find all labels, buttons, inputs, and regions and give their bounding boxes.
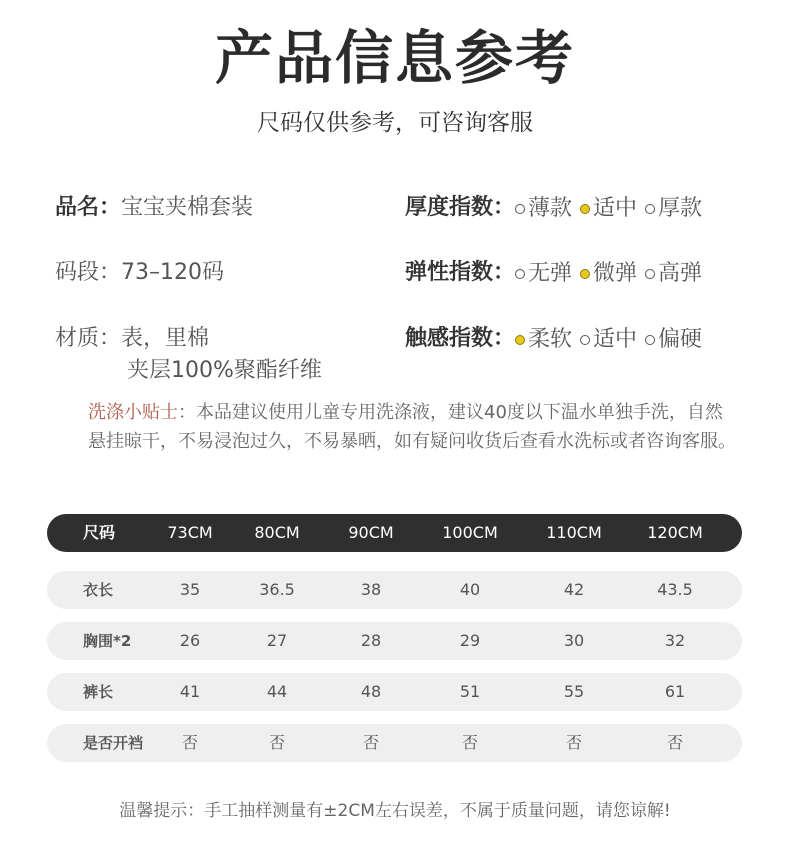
material-value-2: 夹层100%聚酯纤维 <box>127 358 322 383</box>
index-option <box>515 194 572 224</box>
index-option-text: 适中 <box>593 327 638 352</box>
index-option-text: 柔软 <box>528 327 573 352</box>
table-cell: 61 <box>664 682 686 701</box>
index-option-text: 偏硬 <box>658 327 703 352</box>
table-cell: 43.5 <box>657 580 693 599</box>
empty-dot-icon <box>645 269 655 279</box>
table-cell: 否 <box>666 733 683 752</box>
index-line <box>405 324 710 355</box>
table-row <box>47 622 742 660</box>
table-cell: 26 <box>179 631 201 650</box>
table-cell: 90CM <box>348 523 394 542</box>
table-cell: 28 <box>360 631 382 650</box>
product-name-line <box>55 193 253 223</box>
empty-dot-icon <box>645 204 655 214</box>
table-cell: 42 <box>563 580 585 599</box>
table-cell: 44 <box>266 682 288 701</box>
empty-dot-icon <box>515 269 525 279</box>
table-row <box>47 571 742 609</box>
table-row-label: 裤长 <box>83 683 114 701</box>
index-option <box>580 194 637 224</box>
index-option <box>580 259 637 289</box>
table-cell: 否 <box>565 733 582 752</box>
table-cell: 27 <box>266 631 288 650</box>
table-cell: 51 <box>459 682 481 701</box>
table-row-label: 胸围*2 <box>83 632 132 650</box>
index-option <box>645 194 702 224</box>
empty-dot-icon <box>645 335 655 345</box>
washing-tips-label: 洗涤小贴士 <box>88 402 178 423</box>
table-cell: 120CM <box>647 523 703 542</box>
table-cell: 80CM <box>254 523 300 542</box>
washing-tips-text: ：本品建议使用儿童专用洗涤液，建议40度以下温水单独手洗，自然悬挂晾干，不易浸泡过久，不易暴晒，如有疑问收货后查看水洗标或者咨询客服。 <box>88 402 736 452</box>
table-cell: 否 <box>181 733 198 752</box>
empty-dot-icon <box>515 204 525 214</box>
index-option-text: 微弹 <box>593 261 638 286</box>
size-table-header <box>47 514 742 552</box>
table-cell: 否 <box>362 733 379 752</box>
material-line-2 <box>127 356 322 386</box>
index-option-text: 高弹 <box>658 261 703 286</box>
index-option-text: 适中 <box>593 196 638 221</box>
table-cell: 29 <box>459 631 481 650</box>
table-cell: 73CM <box>167 523 213 542</box>
size-range-label: 码段： <box>55 260 122 285</box>
material-label: 材质： <box>55 326 122 351</box>
index-option-text: 薄款 <box>528 196 573 221</box>
selected-dot-icon <box>580 204 590 214</box>
size-range-value: 73–120码 <box>121 260 225 285</box>
table-cell: 110CM <box>546 523 602 542</box>
washing-tips <box>88 398 738 456</box>
index-option <box>515 259 572 289</box>
table-row <box>47 673 742 711</box>
table-row <box>47 724 742 762</box>
page-title: 产品信息参考 <box>214 24 575 92</box>
table-cell: 否 <box>268 733 285 752</box>
table-cell: 38 <box>360 580 382 599</box>
selected-dot-icon <box>580 269 590 279</box>
index-option <box>645 259 702 289</box>
index-label: 厚度指数： <box>405 195 516 220</box>
table-cell: 30 <box>563 631 585 650</box>
size-range-line <box>55 258 224 288</box>
table-cell: 35 <box>179 580 201 599</box>
product-name-value: 宝宝夹棉套装 <box>121 195 254 220</box>
table-cell: 48 <box>360 682 382 701</box>
index-label: 弹性指数： <box>405 260 516 285</box>
table-row-label: 是否开裆 <box>83 734 144 752</box>
table-cell: 36.5 <box>259 580 295 599</box>
table-cell: 32 <box>664 631 686 650</box>
table-cell: 40 <box>459 580 481 599</box>
index-option <box>580 325 637 355</box>
selected-dot-icon <box>515 335 525 345</box>
table-row-label: 衣长 <box>83 581 114 599</box>
material-value-1: 表，里棉 <box>121 326 210 351</box>
product-name-label: 品名： <box>55 195 122 220</box>
index-option <box>515 325 572 355</box>
page-subtitle: 尺码仅供参考，可咨询客服 <box>257 110 533 136</box>
material-line <box>55 324 209 354</box>
table-cell: 55 <box>563 682 585 701</box>
table-cell: 41 <box>179 682 201 701</box>
footer-note: 温馨提示：手工抽样测量有±2CM左右误差，不属于质量问题，请您谅解! <box>119 801 671 821</box>
table-cell: 否 <box>461 733 478 752</box>
index-line <box>405 193 710 224</box>
table-cell: 100CM <box>442 523 498 542</box>
empty-dot-icon <box>580 335 590 345</box>
index-line <box>405 258 710 289</box>
index-label: 触感指数： <box>405 326 516 351</box>
table-row-label: 尺码 <box>83 523 116 542</box>
index-option-text: 无弹 <box>528 261 573 286</box>
index-option <box>645 325 702 355</box>
index-option-text: 厚款 <box>658 196 703 221</box>
